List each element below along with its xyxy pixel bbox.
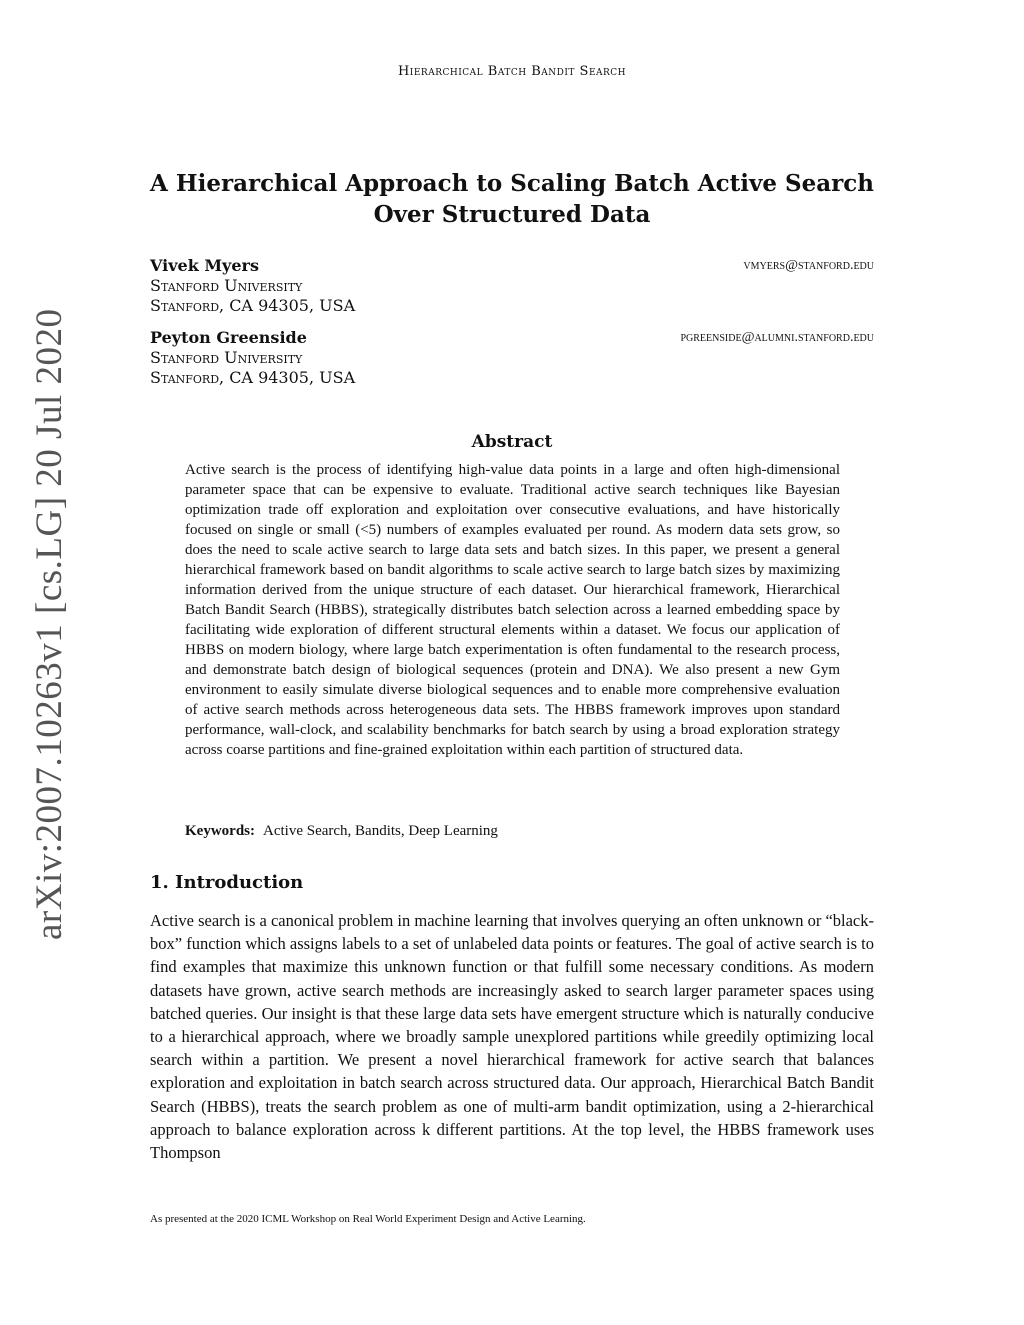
- arxiv-stamp: arXiv:2007.10263v1 [cs.LG] 20 Jul 2020: [29, 308, 70, 940]
- title-line-2: Over Structured Data: [373, 201, 651, 228]
- title-line-1: A Hierarchical Approach to Scaling Batch Active Search: [150, 170, 874, 197]
- abstract-text: Active search is the process of identifying high-value data points in a large and often high-dimensional parameter space that can be expensive to evaluate. Traditional active search techniques like Bayesian optimization trade off exploration and exploitation over consecutive evaluations, and have historically focused on single or small (<5) numbers of examples evaluated per round. As modern data sets grow, so does the need to scale active search to large data sets and batch sizes. In this paper, we present a general hierarchical framework based on bandit algorithms to scale active search to large batch sizes by maximizing information derived from the unique structure of each dataset. Our hierarchical framework, Hierarchical Batch Bandit Search (HBBS), strategically distributes batch selection across a learned embedding space by facilitating wide exploration of different structural elements within a dataset. We focus our application of HBBS on modern biology, where large batch experimentation is often fundamental to the research process, and demonstrate batch design of biological sequences (protein and DNA). We also present a new Gym environment to easily simulate diverse biological sequences and to enable more comprehensive evaluation of active search methods across heterogeneous data sets. The HBBS framework improves upon standard performance, wall-clock, and scalability benchmarks for batch search by using a broad exploration strategy across coarse partitions and fine-grained exploitation within each partition of structured data.: [185, 462, 840, 758]
- running-head: Hierarchical Batch Bandit Search: [397, 64, 627, 79]
- keywords: [185, 823, 840, 840]
- author-name: Peyton Greenside: [150, 328, 307, 347]
- footnote: As presented at the 2020 ICML Workshop on Real World Experiment Design and Active Learning.: [150, 1213, 586, 1225]
- author-2: [150, 328, 874, 388]
- author-email[interactable]: vmyers@stanford.edu: [743, 258, 874, 273]
- paper-title: [150, 168, 874, 230]
- author-affiliation: Stanford University: [150, 348, 303, 367]
- keywords-text: Active Search, Bandits, Deep Learning: [263, 823, 498, 839]
- author-location: Stanford, CA 94305, USA: [150, 296, 356, 315]
- author-email[interactable]: pgreenside@alumni.stanford.edu: [680, 330, 874, 345]
- author-affiliation: Stanford University: [150, 276, 303, 295]
- keywords-label: Keywords:: [185, 823, 255, 839]
- section-heading-introduction: 1. Introduction: [150, 872, 304, 893]
- introduction-text: Active search is a canonical problem in machine learning that involves querying an often unknown or “black-box” function which assigns labels to a set of unlabeled data points or features. The goal of active search is to find examples that maximize this unknown function or that fulfill some necessary conditions. As modern datasets have grown, active search methods are increasingly asked to search larger parameter spaces using batched queries. Our insight is that these large data sets have emergent structure which is naturally conducive to a hierarchical approach, where we broadly sample unexplored partitions while greedily optimizing local search within a partition. We present a novel hierarchical framework for active search that balances exploration and exploitation in batch search across structured data. Our approach, Hierarchical Batch Bandit Search (HBBS), treats the search problem as one of multi-arm bandit optimization, using a 2-hierarchical approach to balance exploration across k different partitions. At the top level, the HBBS framework uses Thompson: [150, 911, 874, 1163]
- author-name: Vivek Myers: [150, 256, 259, 275]
- author-location: Stanford, CA 94305, USA: [150, 368, 356, 387]
- author-1: [150, 256, 874, 316]
- abstract-heading: Abstract: [471, 432, 553, 452]
